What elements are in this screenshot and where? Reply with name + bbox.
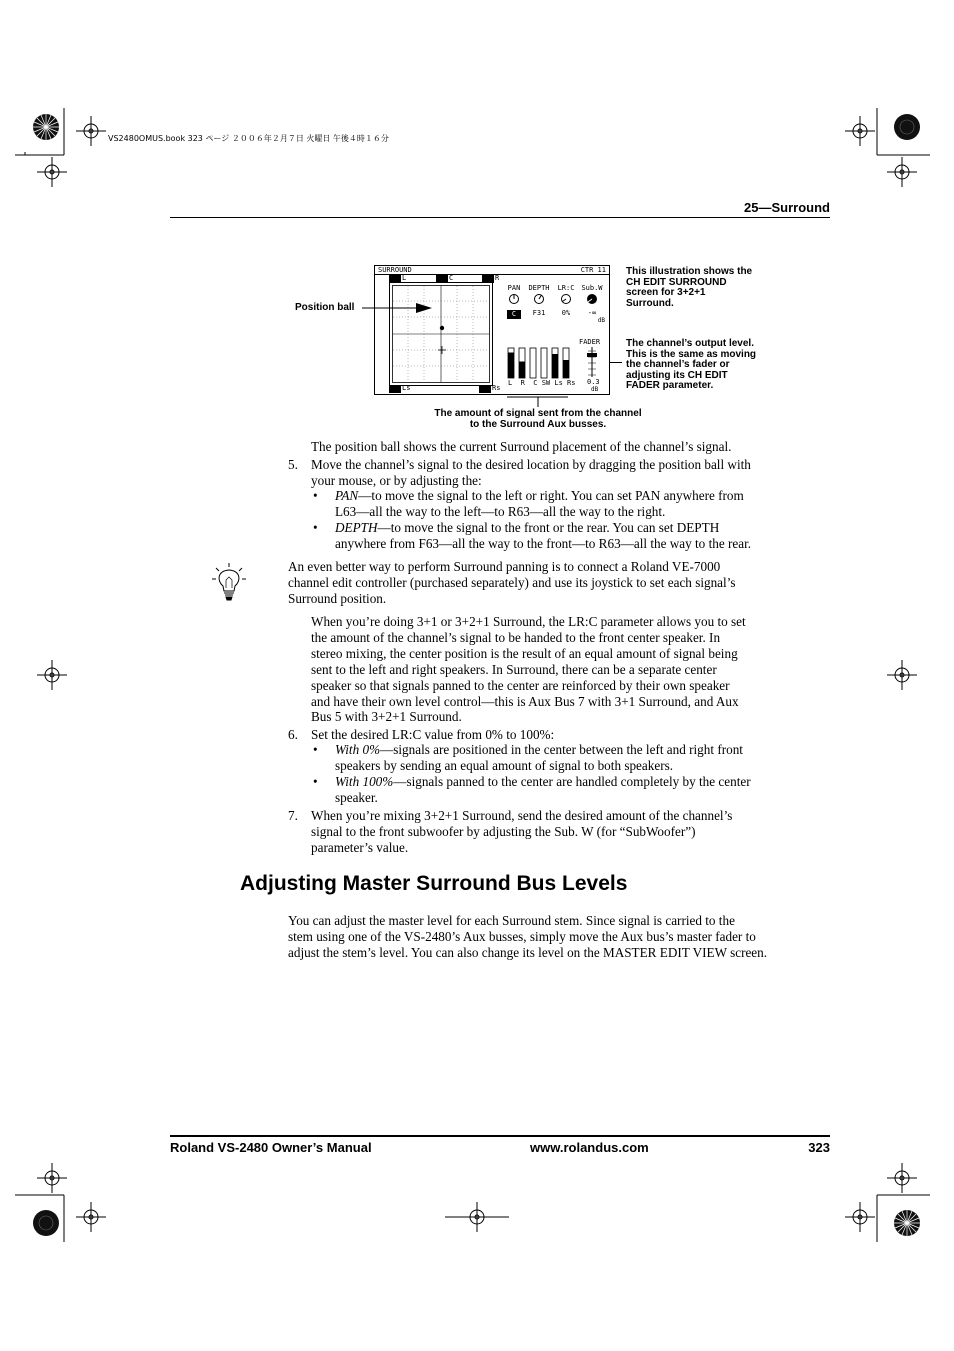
crosshair-l1 <box>37 157 67 187</box>
section-line: stem using one of the VS-2480’s Aux busses, simply move the Aux bus’s master fader to <box>288 928 756 944</box>
meter-level-bar <box>552 354 558 378</box>
bullet-100pct <box>313 774 813 806</box>
callout-fader-line: the channel’s fader or <box>626 359 730 371</box>
lrc-line: the amount of the channel’s signal to be handed to the front center speaker. In <box>311 629 721 645</box>
bullet-line: L63—all the way to the left—to R63—all the way to the right. <box>335 503 666 519</box>
lrc-line: sent to the left and right speakers. In Surround, there can be a separate center <box>311 661 717 677</box>
knob-lrc-label: LR:C <box>557 284 575 292</box>
callout-screen-line: screen for 3+2+1 <box>626 287 706 299</box>
step-number: 6. <box>288 727 298 742</box>
fader-unit: dB <box>591 386 599 393</box>
lcd-screen <box>374 265 610 395</box>
section-line: You can adjust the master level for each Surround stem. Since signal is carried to the <box>288 913 735 928</box>
meter-frame <box>541 348 547 378</box>
meter-level-bar <box>508 353 514 379</box>
meter-level-bar <box>563 360 569 378</box>
bullet-line: anywhere from F63—all the way to the front—to R63—all the way to the rear. <box>335 535 752 551</box>
step-7-line: signal to the front subwoofer by adjusting the Sub. W (for “SubWoofer”) <box>311 823 696 839</box>
knob-depth-label: DEPTH <box>528 284 550 292</box>
pan-grid <box>389 282 493 386</box>
lcd-title-bar <box>375 266 609 275</box>
callout-screen-line: CH EDIT SURROUND <box>626 276 727 288</box>
lrc-line: stereo mixing, the center position is the result of an equal amount of signal being <box>311 645 738 661</box>
meter-frame <box>530 348 536 378</box>
bullet-line: —signals panned to the center are handled completely by the center <box>393 774 751 789</box>
tip-line: Surround position. <box>288 590 387 606</box>
knob-depth-value: F31 <box>532 309 546 317</box>
section-paragraph <box>288 913 813 961</box>
meter-labels: L R C SW Ls Rs <box>508 379 576 387</box>
knob-subw[interactable] <box>579 285 605 324</box>
bullet-term: PAN <box>335 488 359 503</box>
knob-subw-value: -∞ <box>587 309 597 317</box>
section-heading: Adjusting Master Surround Bus Levels <box>240 872 628 895</box>
footer-url: www.rolandus.com <box>530 1140 649 1155</box>
callout-fader-line: This is the same as moving <box>626 348 757 360</box>
fader-pointer-line <box>609 362 622 363</box>
footer-rule <box>170 1135 830 1137</box>
step-5 <box>288 457 808 489</box>
lrc-paragraph <box>311 614 811 725</box>
callout-position-ball: Position ball <box>295 302 355 313</box>
file-info: VS2480OMUS.book 323 ページ ２００６年２月７日 火曜日 午後４時１６分 <box>108 134 389 143</box>
tip-paragraph <box>288 559 808 607</box>
speaker-Rs-icon <box>479 385 491 393</box>
header-rule <box>170 217 830 218</box>
lcd-channel: CTR 11 <box>580 266 606 274</box>
chapter-title: 25—Surround <box>744 200 830 215</box>
knob-lrc-dial-icon <box>554 293 578 305</box>
section-line: adjust the stem’s level. You can also change its level on the MASTER EDIT VIEW screen. <box>288 944 768 960</box>
crosshair-r1 <box>887 157 917 187</box>
fader-slider[interactable] <box>585 347 599 377</box>
fader-value: 0.3 <box>587 378 600 386</box>
crosshair-l2 <box>37 660 67 690</box>
lrc-line: When you’re doing 3+1 or 3+2+1 Surround, the LR:C parameter allows you to set <box>311 614 746 629</box>
bullet-depth <box>313 520 813 552</box>
crosshair-bc <box>445 1202 509 1232</box>
position-ball[interactable] <box>440 326 444 330</box>
knob-pan-value: C <box>507 310 521 319</box>
bullet-icon: • <box>313 742 318 757</box>
output-meters <box>507 347 575 379</box>
crosshair-br <box>845 1202 875 1232</box>
callout-fader-line: The channel’s output level. <box>626 338 754 349</box>
bullet-line: speaker. <box>335 789 378 805</box>
lcd-title: SURROUND <box>378 266 412 274</box>
callout-screen-note <box>626 267 776 309</box>
lightbulb-tip-icon <box>212 562 246 602</box>
speaker-Rs-label: Rs <box>492 384 501 392</box>
position-ball-pointer <box>360 300 440 316</box>
intro-line: The position ball shows the current Surround placement of the channel’s signal. <box>311 439 732 454</box>
speaker-L-label: L <box>402 274 407 282</box>
callout-screen-line: Surround. <box>626 297 674 309</box>
bullet-icon: • <box>313 520 318 535</box>
meter-level-bar <box>519 362 525 379</box>
knob-lrc-value: 0% <box>561 309 571 317</box>
lrc-line: speaker so that signals panned to the center are reinforced by their own speaker <box>311 677 730 693</box>
step-5-line: your mouse, or by adjusting the: <box>311 472 482 488</box>
bullet-pan <box>313 488 813 520</box>
page-number: 323 <box>808 1140 830 1155</box>
lrc-line: and have their own level control—this is Aux Bus 7 with 3+1 Surround, and Aux <box>311 693 739 709</box>
target-tl <box>33 114 59 140</box>
fader-label: FADER <box>579 338 601 346</box>
aux-bracket <box>507 393 569 408</box>
crosshair-bl <box>76 1202 106 1232</box>
bullet-0pct <box>313 742 813 774</box>
knob-subw-unit: dB <box>597 317 605 324</box>
step-5-line: Move the channel’s signal to the desired location by dragging the position ball with <box>311 457 751 472</box>
tip-line: channel edit controller (purchased separately) and use its joystick to set each signal’s <box>288 574 736 590</box>
callout-aux-line: The amount of signal sent from the channel <box>434 408 642 419</box>
bullet-line: —to move the signal to the front or the rear. You can set DEPTH <box>377 520 720 535</box>
bullet-term: DEPTH <box>335 520 378 535</box>
knob-pan-dial-icon <box>503 293 525 305</box>
bullet-term: With 100% <box>335 774 394 789</box>
callout-screen-line: This illustration shows the <box>626 266 753 277</box>
bullet-line: speakers by sending an equal amount of signal to both speakers. <box>335 757 674 773</box>
speaker-Ls-icon <box>389 385 401 393</box>
crosshair-l3 <box>37 1163 67 1193</box>
knob-lrc[interactable] <box>554 285 578 317</box>
bullet-line: —to move the signal to the left or right. You can set PAN anywhere from <box>358 488 744 503</box>
knob-subw-label: Sub.W <box>581 284 603 292</box>
speaker-R-label: R <box>495 274 500 282</box>
crosshair-r2 <box>887 660 917 690</box>
step-6 <box>288 727 808 743</box>
knob-pan-label: PAN <box>507 284 521 292</box>
callout-aux-line: to the Surround Aux busses. <box>469 418 607 430</box>
callout-fader-line: adjusting its CH EDIT <box>626 369 728 381</box>
crosshair-tl <box>76 116 106 146</box>
knob-pan[interactable] <box>503 285 525 319</box>
target-bl <box>33 1210 59 1236</box>
callout-aux-note <box>388 409 688 430</box>
step-7-line: parameter’s value. <box>311 839 409 855</box>
target-tr <box>894 114 920 140</box>
tip-line: An even better way to perform Surround panning is to connect a Roland VE-7000 <box>288 559 721 574</box>
speaker-Ls-label: Ls <box>402 384 411 392</box>
target-br <box>894 1210 920 1236</box>
knob-depth-dial-icon <box>526 293 552 305</box>
bullet-term: With 0% <box>335 742 381 757</box>
bullet-icon: • <box>313 774 318 789</box>
step-number: 7. <box>288 808 298 823</box>
step-number: 5. <box>288 457 298 472</box>
step-7-line: When you’re mixing 3+2+1 Surround, send the desired amount of the channel’s <box>311 808 733 823</box>
callout-fader-line: FADER parameter. <box>626 380 714 392</box>
callout-fader-note <box>626 339 786 392</box>
step-7 <box>288 808 808 856</box>
bullet-line: —signals are positioned in the center between the left and right front <box>380 742 743 757</box>
fader-knob[interactable] <box>587 353 597 357</box>
crosshair-tr <box>845 116 875 146</box>
knob-subw-dial-icon <box>579 293 605 305</box>
speaker-C-label: C <box>449 274 454 282</box>
step-6-text: Set the desired LR:C value from 0% to 100%: <box>311 727 555 742</box>
crosshair-r3 <box>887 1163 917 1193</box>
footer-manual-title: Roland VS-2480 Owner’s Manual <box>170 1140 372 1155</box>
knob-depth[interactable] <box>526 285 552 317</box>
bullet-icon: • <box>313 488 318 503</box>
lrc-line: Bus 5 with 3+2+1 Surround. <box>311 709 462 725</box>
